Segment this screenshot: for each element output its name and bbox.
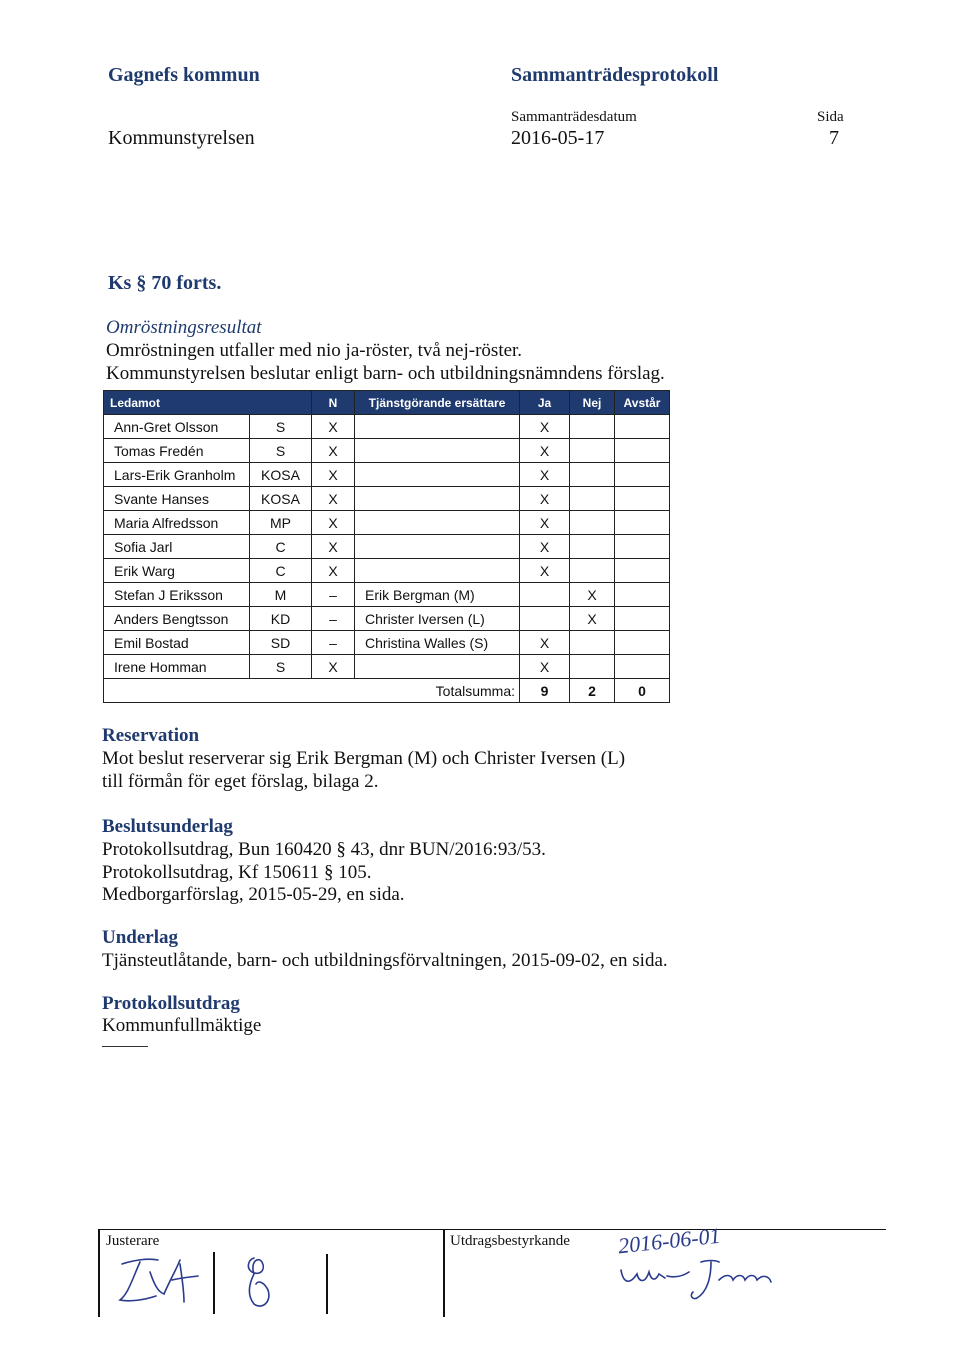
member-name: Irene Homman	[104, 655, 250, 679]
vote-ja	[520, 583, 570, 607]
footer-divider	[443, 1229, 445, 1317]
member-present: X	[312, 535, 355, 559]
voting-decision-line: Kommunstyrelsen beslutar enligt barn- och utbildningsnämndens förslag.	[106, 363, 665, 384]
vote-avstar	[615, 535, 670, 559]
substitute-name	[355, 655, 520, 679]
member-party: SD	[250, 631, 312, 655]
beslutsunderlag-item: Protokollsutdrag, Kf 150611 § 105.	[102, 862, 372, 883]
underlag-line: Tjänsteutlåtande, barn- och utbildningsförvaltningen, 2015-09-02, en sida.	[102, 950, 668, 971]
vote-avstar	[615, 655, 670, 679]
table-row	[104, 463, 670, 487]
member-party: KOSA	[250, 463, 312, 487]
vote-ja: X	[520, 439, 570, 463]
substitute-name	[355, 415, 520, 439]
member-party: M	[250, 583, 312, 607]
voting-result-line: Omröstningen utfaller med nio ja-röster, två nej-röster.	[106, 340, 523, 361]
table-row	[104, 583, 670, 607]
table-row	[104, 607, 670, 631]
vote-ja: X	[520, 487, 570, 511]
footer-rule	[98, 1229, 886, 1230]
beslutsunderlag-heading: Beslutsunderlag	[102, 816, 233, 837]
member-name: Anders Bengtsson	[104, 607, 250, 631]
table-header-row	[104, 391, 670, 415]
signature-divider	[213, 1252, 215, 1314]
vote-nej: X	[570, 583, 615, 607]
header-n: N	[312, 391, 355, 415]
vote-nej: X	[570, 607, 615, 631]
member-present: X	[312, 487, 355, 511]
vote-avstar	[615, 583, 670, 607]
vote-ja: X	[520, 535, 570, 559]
member-present: X	[312, 511, 355, 535]
total-ja: 9	[520, 679, 570, 703]
member-present: –	[312, 583, 355, 607]
vote-ja: X	[520, 511, 570, 535]
member-name: Emil Bostad	[104, 631, 250, 655]
vote-nej	[570, 631, 615, 655]
page-label: Sida	[817, 109, 844, 125]
vote-avstar	[615, 559, 670, 583]
section-title: Ks § 70 forts.	[108, 272, 222, 294]
member-present: X	[312, 439, 355, 463]
vote-nej	[570, 463, 615, 487]
table-row	[104, 631, 670, 655]
reservation-line-2: till förmån för eget förslag, bilaga 2.	[102, 771, 379, 792]
member-name: Tomas Fredén	[104, 439, 250, 463]
vote-nej	[570, 655, 615, 679]
header-avstar: Avstår	[615, 391, 670, 415]
substitute-name	[355, 463, 520, 487]
substitute-name	[355, 535, 520, 559]
table-row	[104, 559, 670, 583]
page-number: 7	[829, 127, 839, 149]
vote-nej	[570, 439, 615, 463]
footer-left-border	[98, 1229, 100, 1317]
total-nej: 2	[570, 679, 615, 703]
substitute-name	[355, 487, 520, 511]
utdrag-label: Utdragsbestyrkande	[450, 1233, 570, 1249]
vote-avstar	[615, 415, 670, 439]
vote-ja: X	[520, 559, 570, 583]
member-party: KOSA	[250, 487, 312, 511]
substitute-name: Erik Bergman (M)	[355, 583, 520, 607]
table-row	[104, 655, 670, 679]
table-row	[104, 439, 670, 463]
vote-avstar	[615, 463, 670, 487]
signature-2	[232, 1252, 307, 1312]
member-party: C	[250, 535, 312, 559]
date-label: Sammanträdesdatum	[511, 109, 637, 125]
vote-ja: X	[520, 415, 570, 439]
member-name: Stefan J Eriksson	[104, 583, 250, 607]
member-name: Maria Alfredsson	[104, 511, 250, 535]
header-ja: Ja	[520, 391, 570, 415]
vote-nej	[570, 415, 615, 439]
member-name: Erik Warg	[104, 559, 250, 583]
vote-ja: X	[520, 655, 570, 679]
handwritten-date: 2016-06-01	[616, 1222, 722, 1259]
substitute-name: Christina Walles (S)	[355, 631, 520, 655]
member-present: X	[312, 655, 355, 679]
vote-avstar	[615, 487, 670, 511]
document-type: Sammanträdesprotokoll	[511, 64, 719, 86]
member-party: MP	[250, 511, 312, 535]
beslutsunderlag-item: Protokollsutdrag, Bun 160420 § 43, dnr BUN/2016:93/53.	[102, 839, 546, 860]
header-ledamot: Ledamot	[104, 391, 312, 415]
justerare-label: Justerare	[106, 1233, 160, 1249]
signature-divider	[326, 1254, 328, 1314]
member-name: Sofia Jarl	[104, 535, 250, 559]
meeting-date: 2016-05-17	[511, 127, 605, 149]
reservation-line-1: Mot beslut reserverar sig Erik Bergman (M) och Christer Iversen (L)	[102, 748, 626, 769]
header-substitute: Tjänstgörande ersättare	[355, 391, 520, 415]
protokollsutdrag-heading: Protokollsutdrag	[102, 993, 240, 1014]
table-row	[104, 487, 670, 511]
total-label: Totalsumma:	[104, 679, 520, 703]
municipality-name: Gagnefs kommun	[108, 64, 260, 86]
header-nej: Nej	[570, 391, 615, 415]
total-avstar: 0	[615, 679, 670, 703]
signature-1	[110, 1250, 205, 1310]
member-present: X	[312, 415, 355, 439]
member-name: Svante Hanses	[104, 487, 250, 511]
end-divider	[102, 1046, 148, 1047]
table-total-row	[104, 679, 670, 703]
member-name: Ann-Gret Olsson	[104, 415, 250, 439]
table-row	[104, 535, 670, 559]
vote-nej	[570, 535, 615, 559]
vote-nej	[570, 559, 615, 583]
member-party: S	[250, 655, 312, 679]
member-present: X	[312, 559, 355, 583]
vote-table	[103, 390, 670, 703]
vote-ja: X	[520, 463, 570, 487]
beslutsunderlag-item: Medborgarförslag, 2015-05-29, en sida.	[102, 884, 405, 905]
vote-avstar	[615, 439, 670, 463]
substitute-name: Christer Iversen (L)	[355, 607, 520, 631]
substitute-name	[355, 439, 520, 463]
committee-name: Kommunstyrelsen	[108, 127, 255, 149]
reservation-heading: Reservation	[102, 725, 200, 746]
vote-avstar	[615, 511, 670, 535]
member-party: S	[250, 439, 312, 463]
vote-avstar	[615, 631, 670, 655]
member-present: –	[312, 607, 355, 631]
protokollsutdrag-line: Kommunfullmäktige	[102, 1015, 262, 1036]
vote-nej	[570, 511, 615, 535]
utdrag-signature	[615, 1252, 785, 1307]
member-name: Lars-Erik Granholm	[104, 463, 250, 487]
table-row	[104, 511, 670, 535]
vote-ja: X	[520, 631, 570, 655]
vote-ja	[520, 607, 570, 631]
member-present: –	[312, 631, 355, 655]
substitute-name	[355, 511, 520, 535]
table-row	[104, 415, 670, 439]
vote-nej	[570, 487, 615, 511]
member-present: X	[312, 463, 355, 487]
substitute-name	[355, 559, 520, 583]
member-party: KD	[250, 607, 312, 631]
vote-avstar	[615, 607, 670, 631]
member-party: C	[250, 559, 312, 583]
voting-heading: Omröstningsresultat	[106, 317, 262, 338]
underlag-heading: Underlag	[102, 927, 178, 948]
member-party: S	[250, 415, 312, 439]
